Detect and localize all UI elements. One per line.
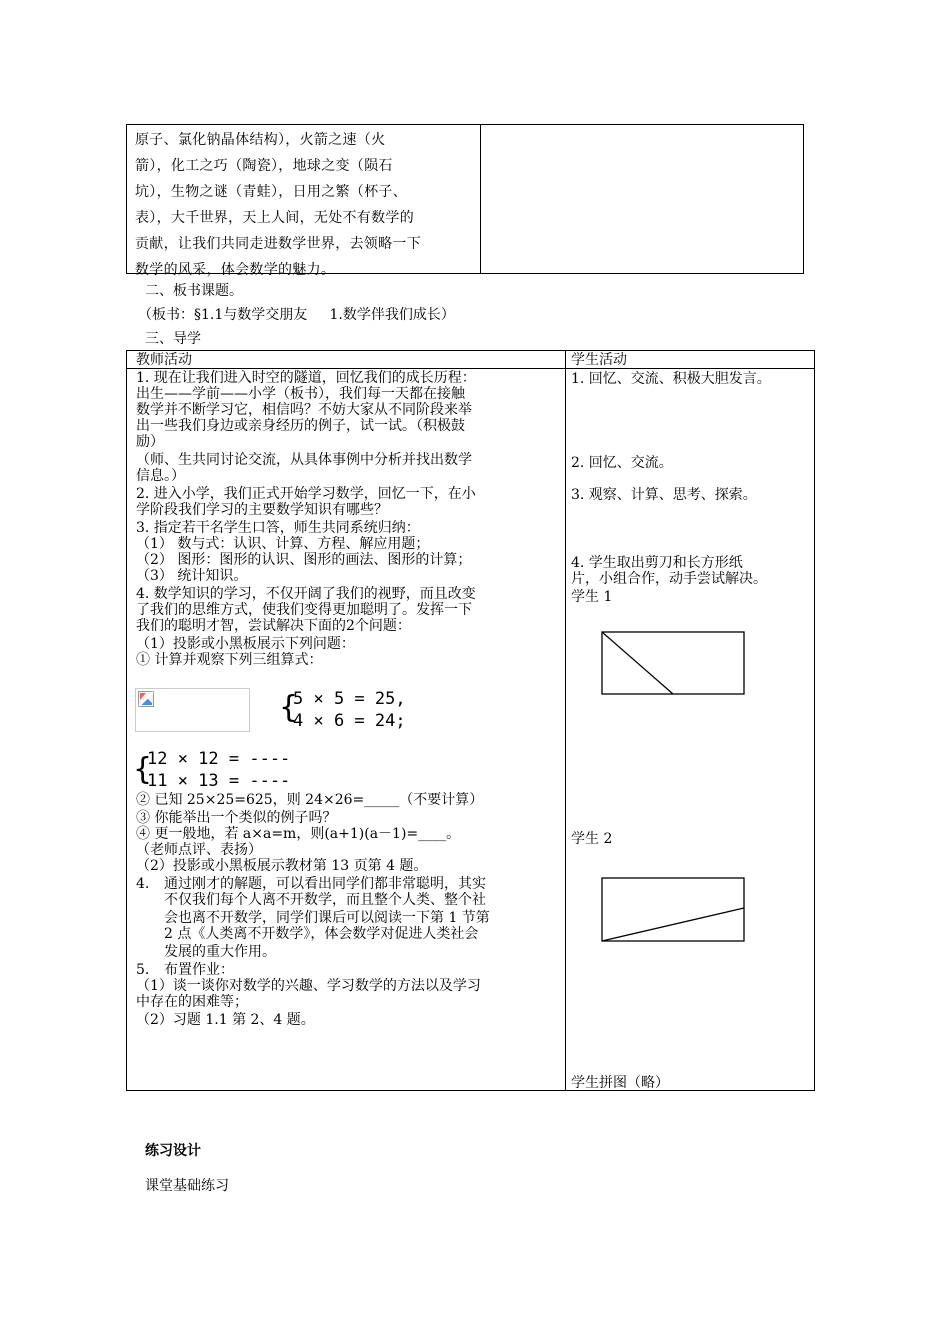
teacher-text: （师、生共同讨论交流，从具体事例中分析并找出数学 — [136, 452, 472, 468]
teacher-text: 2. 进入小学，我们正式开始学习数学，回忆一下，在小 — [136, 486, 476, 502]
teacher-text: 3. 指定若干名学生口答，师生共同系统归纳： — [136, 520, 420, 536]
activity-table — [126, 350, 815, 1091]
teacher-text: （1）投影或小黑板展示下列问题： — [136, 636, 355, 652]
rectangle-outline — [602, 632, 744, 694]
text-line: 坑），生物之谜（青蛙），日用之繁（杯子、 — [135, 184, 407, 200]
teacher-text: （老师点评、表扬） — [136, 842, 262, 858]
student-text: 2. 回忆、交流。 — [571, 455, 673, 471]
rectangle-diagram-2 — [601, 877, 747, 943]
teacher-text: 发展的重大作用。 — [164, 944, 276, 960]
cut-line — [602, 632, 673, 694]
intro-table — [126, 124, 804, 278]
teacher-header: 教师活动 — [136, 352, 192, 368]
broken-image-icon — [138, 691, 154, 707]
rectangle-outline — [602, 878, 744, 941]
teacher-text: ② 已知 25×25=625，则 24×26=_____（不要计算） — [136, 792, 484, 808]
text-line: 数学的风采，体会数学的魅力。 — [135, 262, 336, 278]
teacher-text: 信息。） — [136, 468, 185, 484]
board-writing: （板书：§1.1与数学交朋友 1.数学伴我们成长） — [138, 307, 455, 323]
student-text: 片，小组合作，动手尝试解决。 — [571, 571, 767, 587]
broken-image-placeholder — [135, 688, 250, 732]
teacher-text: （2） 图形：图形的认识、图形的画法、图形的计算； — [136, 552, 472, 568]
teacher-text: 出一些我们身边或亲身经历的例子，试一试。（积极鼓 — [136, 418, 465, 434]
equation: 5 × 5 = 25, — [293, 689, 406, 709]
text-line: 表），大千世界，天上人间，无处不有数学的 — [135, 210, 414, 226]
practice-heading: 练习设计 — [145, 1143, 201, 1159]
teacher-text: 会也离不开数学，同学们课后可以阅读一下第 1 节第 — [164, 910, 490, 926]
column-divider — [480, 125, 481, 273]
item-number: 5. — [136, 962, 150, 978]
header-divider — [127, 368, 814, 369]
teacher-text: 中存在的困难等； — [136, 994, 248, 1010]
student-label: 学生 2 — [571, 831, 613, 847]
intro-text — [135, 127, 475, 283]
rectangle-diagram-1 — [601, 631, 747, 697]
teacher-text: 1. 现在让我们进入时空的隧道，回忆我们的成长历程： — [136, 370, 476, 386]
teacher-text: 我们的聪明才智，尝试解决下面的2个问题： — [136, 618, 411, 634]
text-line: 箭），化工之巧（陶瓷），地球之变（陨石 — [135, 158, 393, 174]
teacher-text: 布置作业： — [164, 962, 234, 978]
column-divider — [565, 351, 566, 1090]
text-line: 贡献，让我们共同走进数学世界，去领略一下 — [135, 236, 421, 252]
item-number: 4. — [136, 876, 150, 892]
cut-line — [602, 908, 744, 941]
equation: 4 × 6 = 24; — [293, 711, 406, 731]
teacher-text: 学阶段我们学习的主要数学知识有哪些？ — [136, 502, 388, 518]
teacher-text: 4. 数学知识的学习，不仅开阔了我们的视野，而且改变 — [136, 586, 476, 602]
text-line: 原子、氯化钠晶体结构），火箭之速（火 — [135, 132, 386, 148]
teacher-text: （3） 统计知识。 — [136, 568, 248, 584]
teacher-text: 了我们的思维方式，使我们变得更加聪明了。发挥一下 — [136, 602, 472, 618]
teacher-text: 出生——学前——小学（板书），我们每一天都在接触 — [136, 386, 465, 402]
teacher-text: ④ 更一般地，若 a×a=m，则(a+1)(a－1)=____。 — [136, 826, 461, 842]
student-text: 3. 观察、计算、思考、探索。 — [571, 487, 757, 503]
brace-symbol: { — [133, 752, 153, 787]
teacher-text: （2）习题 1.1 第 2、4 题。 — [136, 1012, 315, 1028]
teacher-text: 励） — [136, 434, 164, 450]
student-label: 学生 1 — [571, 589, 613, 605]
teacher-text: 通过刚才的解题，可以看出同学们都非常聪明，其实 — [164, 876, 486, 892]
practice-subheading: 课堂基础练习 — [145, 1178, 229, 1194]
teacher-text: （1） 数与式：认识、计算、方程、解应用题； — [136, 536, 430, 552]
student-text: 1. 回忆、交流、积极大胆发言。 — [571, 371, 771, 387]
equation: 12 × 12 = ---- — [147, 749, 291, 769]
teacher-text: ① 计算并观察下列三组算式： — [136, 652, 323, 668]
teacher-text: （1）谈一谈你对数学的兴趣、学习数学的方法以及学习 — [136, 978, 481, 994]
teacher-text: 不仅我们每个人离不开数学，而且整个人类、整个社 — [164, 892, 486, 908]
student-label: 学生拼图（略） — [571, 1075, 669, 1091]
section-heading: 二、板书课题。 — [145, 283, 243, 299]
teacher-text: ③ 你能举出一个类似的例子吗？ — [136, 810, 337, 826]
equation: 11 × 13 = ---- — [147, 771, 291, 791]
teacher-text: 数学并不断学习它，相信吗？不妨大家从不同阶段来举 — [136, 402, 472, 418]
student-header: 学生活动 — [571, 352, 627, 368]
brace-symbol: { — [279, 690, 299, 725]
student-text: 4. 学生取出剪刀和长方形纸 — [571, 555, 743, 571]
teacher-text: （2）投影或小黑板展示教材第 13 页第 4 题。 — [136, 858, 428, 874]
section-heading: 三、导学 — [145, 331, 201, 347]
teacher-text: 2 点《人类离不开数学》，体会数学对促进人类社会 — [164, 926, 479, 942]
